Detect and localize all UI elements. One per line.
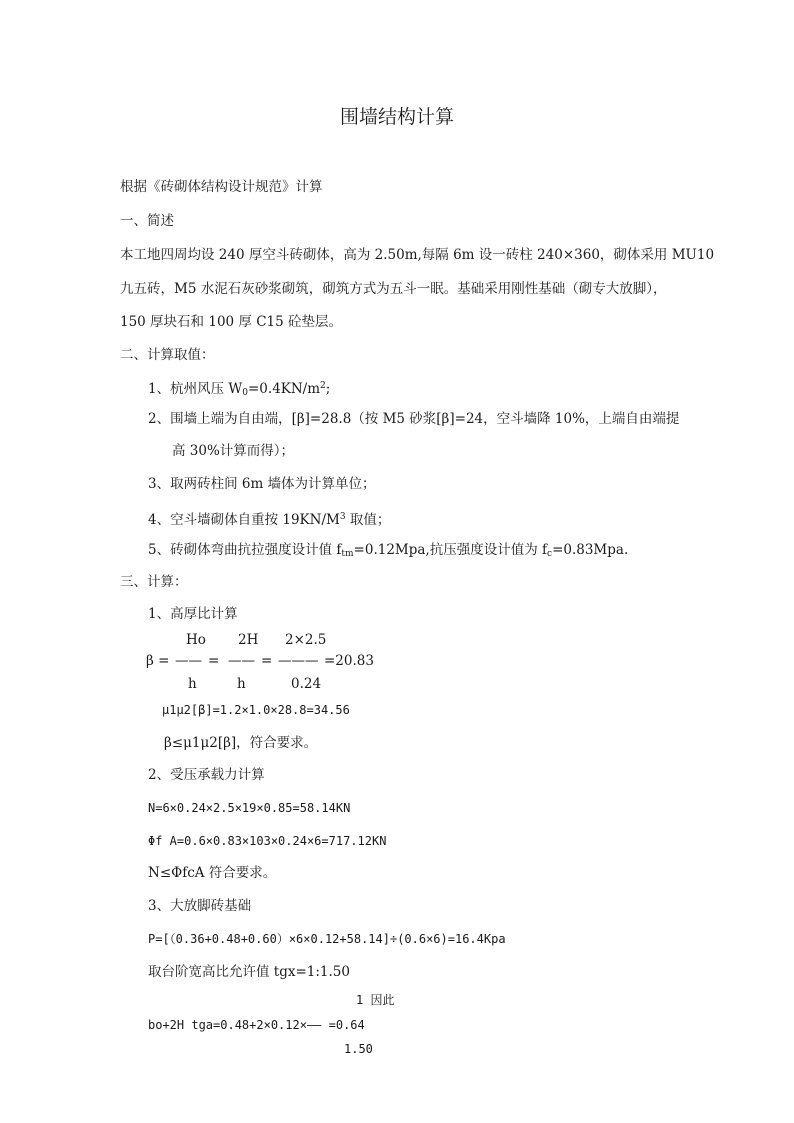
fraction-numerator: 1 因此 [356, 993, 395, 1007]
sub-heading-bearing: 2、受压承载力计算 [148, 767, 265, 783]
fraction-denominator: 1.50 [344, 1042, 373, 1056]
item-free-end-cont: 高 30%计算而得）； [172, 443, 295, 459]
subscript: tm [341, 549, 354, 559]
item-text: =0.12Mpa,抗压强度设计值为 f [353, 542, 548, 558]
superscript: 3 [339, 512, 346, 522]
sub-heading-foundation: 3、大放脚砖基础 [148, 898, 252, 914]
equals-sign: = [261, 653, 273, 669]
equals-sign: = [208, 653, 220, 669]
fraction-denominator: h [188, 676, 197, 692]
pressure-formula: P=[（0.36+0.48+0.60）×6×0.12+58.14]÷(0.6×6)=16.4Kpa [148, 932, 506, 946]
item-text: 1、杭州风压 W [148, 381, 243, 397]
fraction-bar: ——— [278, 653, 319, 669]
item-text: 4、空斗墙砌体自重按 19KN/M [148, 512, 340, 528]
capacity-formula: Φf A=0.6×0.83×103×0.24×6=717.12KN [148, 834, 387, 848]
section-1-line: 150 厚块石和 100 厚 C15 砼垫层。 [120, 314, 342, 330]
item-text: 取值； [345, 512, 391, 528]
section-1-line: 本工地四周均设 240 厚空斗砖砌体，高为 2.50m,每隔 6m 设一砖柱 240×360，砌体采用 MU10 [120, 247, 715, 263]
page-title: 围墙结构计算 [339, 106, 454, 128]
item-text: ; [325, 381, 331, 397]
item-strength [148, 541, 628, 563]
fraction-numerator: 2H [238, 632, 259, 648]
item-wind-pressure [148, 377, 330, 402]
step-ratio-text: 取台阶宽高比允许值 tgx=1:1.50 [148, 964, 350, 980]
section-3-heading: 三、计算： [120, 574, 188, 590]
sub-heading-slenderness: 1、高厚比计算 [148, 606, 238, 622]
fraction-bar: —— [228, 653, 255, 669]
item-text: =0.83Mpa. [552, 542, 629, 558]
item-text: 5、砖砌体弯曲抗拉强度设计值 f [148, 542, 342, 558]
item-self-weight [148, 508, 390, 529]
fraction-numerator: 2×2.5 [285, 632, 327, 648]
item-unit: 3、取两砖柱间 6m 墙体为计算单位； [148, 476, 376, 492]
section-1-heading: 一、简述 [120, 213, 174, 229]
fraction-numerator: Ho [186, 632, 206, 648]
fraction-denominator: h [237, 676, 246, 692]
width-formula: bo+2H tga=0.48+2×0.12×—— =0.64 [148, 1018, 365, 1032]
subscript: c [547, 549, 553, 559]
item-text: =0.4KN/m [248, 381, 321, 397]
fraction-bar: —— [175, 653, 202, 669]
allowed-ratio-formula: μ1μ2[β]=1.2×1.0×28.8=34.56 [162, 703, 350, 717]
load-formula: N=6×0.24×2.5×19×0.85=58.14KN [148, 801, 351, 815]
section-2-heading: 二、计算取值： [120, 347, 215, 363]
item-free-end: 2、围墙上端为自由端，[β]=28.8（按 M5 砂浆[β]=24，空斗墙降 10%，上端自由端提 [148, 411, 680, 427]
calculation-basis: 根据《砖砌体结构设计规范》计算 [120, 179, 323, 195]
subscript: 0 [242, 388, 248, 398]
fraction-denominator: 0.24 [291, 676, 322, 692]
superscript: 2 [320, 381, 326, 391]
ratio-result: =20.83 [324, 653, 374, 669]
beta-symbol: β = [146, 653, 170, 669]
section-1-line: 九五砖，M5 水泥石灰砂浆砌筑，砌筑方式为五斗一眠。基础采用刚性基础（砌专大放脚）， [120, 281, 667, 297]
capacity-check: N≤ΦfcA 符合要求。 [148, 865, 277, 881]
ratio-check: β≤μ1μ2[β]，符合要求。 [164, 735, 318, 751]
